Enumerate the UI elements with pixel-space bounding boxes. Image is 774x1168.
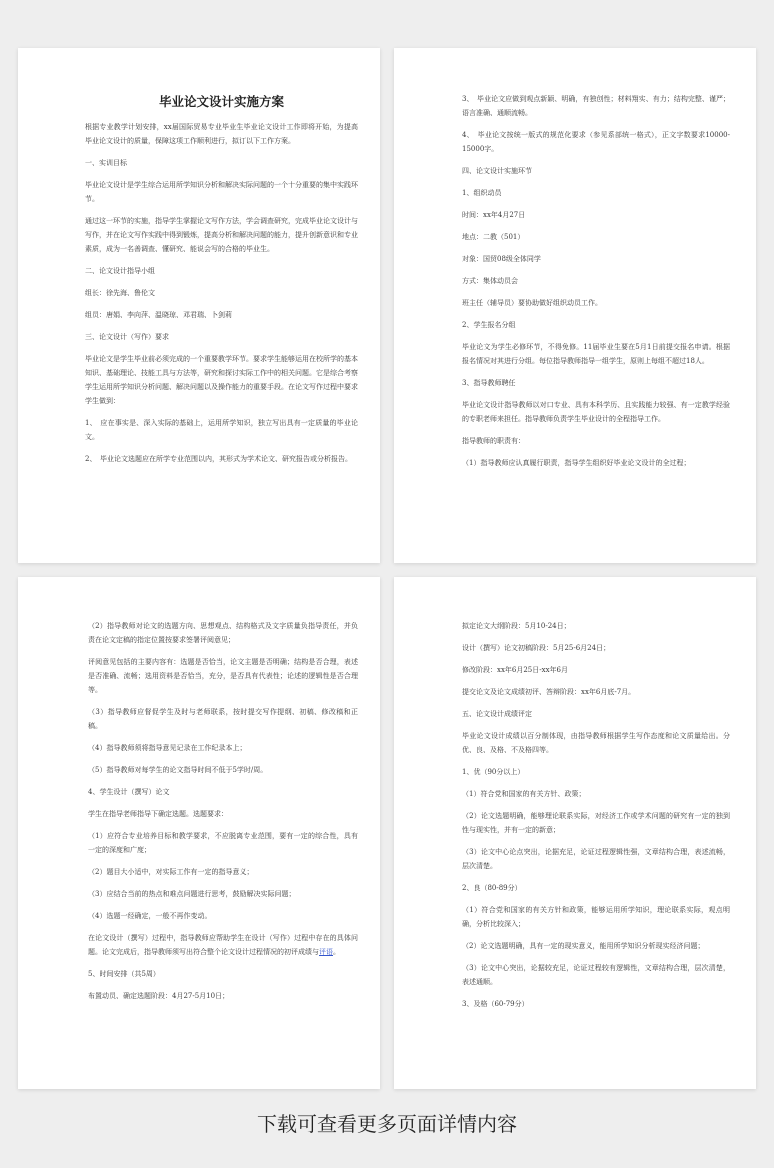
paragraph: （3）指导教师应督促学生及时与老师联系，按时提交写作提纲、初稿、修改稿和正稿。 (88, 708, 358, 730)
paragraph: （4）指导教师须将指导意见记录在工作纪录本上； (88, 744, 247, 752)
paragraph: 1、组织动员 (462, 189, 502, 197)
paragraph: 毕业论文设计成绩以百分制体现，由指导教师根据学生写作态度和论文质量给出。分优、良、及格、不及格四等。 (462, 732, 730, 754)
document-title: 毕业论文设计实施方案 (158, 94, 284, 109)
paragraph: 毕业论文设计指导教师以对口专业、具有本科学历、且实践能力较强、有一定教学经验的专职老师来担任。指导教师负责学生毕业设计的全程指导工作。 (462, 401, 730, 423)
paragraph: 拟定论文大纲阶段：5月10-24日； (462, 622, 571, 630)
paragraph: 时间：xx年4月27日 (462, 211, 526, 219)
paragraph: 指导教师的职责有： (462, 437, 525, 445)
paragraph: 方式：集体动员会 (462, 277, 518, 285)
section-heading: 四、论文设计实施环节 (462, 167, 532, 175)
paragraph: 提交论文及论文成绩初评、答辩阶段：xx年6月底-7月。 (462, 688, 636, 696)
section-heading: 五、论文设计成绩评定 (462, 710, 532, 718)
download-more-caption: 下载可查看更多页面详情内容 (257, 1112, 517, 1136)
paragraph: （1）符合党和国家的有关方针和政策，能够运用所学知识，理论联系实际，观点明确，分析比较深入； (462, 906, 730, 928)
paragraph: （5）指导教师对每学生的论文指导时间不低于5学时/周。 (88, 766, 268, 774)
paragraph-text: 在论文设计（撰写）过程中，指导教师应帮助学生在设计（写作）过程中存在的具体问题。论文完成后，指导教师须写出符合整个论文设计过程情况的初评成绩与 (88, 934, 358, 956)
paragraph: 3、 毕业论文应做到观点新颖、明确，有独创性；材料翔实、有力；结构完整、谨严；语言准确、通顺流畅。 (462, 95, 730, 117)
comment-link[interactable]: 评语 (319, 948, 333, 956)
paragraph: 4、 毕业论文按统一版式的规范化要求（参见系部统一格式），正文字数要求10000-15000字。 (462, 131, 730, 153)
paragraph: 2、 毕业论文选题应在所学专业范围以内，其形式为学术论文、研究报告或分析报告。 (85, 455, 352, 463)
document-page-2 (394, 48, 756, 563)
paragraph: 毕业论文为学生必修环节，不得免修。11届毕业生要在5月1日前提交报名申请。根据报名情况对其进行分组。每位指导教师指导一组学生，原则上每组不超过18人。 (462, 343, 730, 365)
paragraph: 2、良（80-89分） (462, 884, 522, 892)
paragraph: （1）符合党和国家的有关方针、政策； (462, 790, 586, 798)
paragraph: 评阅意见包括的主要内容有：选题是否恰当，论文主题是否明确；结构是否合理，表述是否准确、流畅；选用资料是否恰当，充分，是否具有代表性；论述的逻辑性是否合理等。 (88, 658, 358, 694)
paragraph: 毕业论文是学生毕业前必须完成的一个重要教学环节。要求学生能够运用在校所学的基本知识、基础理论、技能工具与方法等，研究和探讨实际工作中的相关问题。它是综合考察学生运用所学知识分析问题、解决问题以及操作能力的重要手段。在论文写作过程中要求学生做到： (85, 355, 358, 405)
paragraph: 1、优（90分以上） (462, 768, 525, 776)
paragraph: 通过这一环节的实施，指导学生掌握论文写作方法，学会调查研究，完成毕业论文设计与写作，并在论文写作实践中得到锻炼，提高分析和解决问题的能力，提升创新意识和专业素质，成为一名善调查、懂研究、能说会写的合格的毕业生。 (85, 217, 358, 253)
paragraph-end: 。 (333, 948, 340, 956)
paragraph: 根据专业教学计划安排，xx届国际贸易专业毕业生毕业论文设计工作即将开始，为提高毕业论文设计的质量，保障这项工作顺利进行，拟订以下工作方案。 (85, 123, 358, 145)
paragraph: （2）指导教师对论文的选题方向、思想观点、结构格式及文字质量负指导责任，并负责在论文定稿的指定位置按要求签署评阅意见； (88, 622, 358, 644)
paragraph: 3、指导教师聘任 (462, 379, 516, 387)
paragraph: 毕业论文设计是学生综合运用所学知识分析和解决实际问题的一个十分重要的集中实践环节。 (85, 181, 358, 203)
paragraph: （1）指导教师应认真履行职责，指导学生组织好毕业论文设计的全过程； (462, 459, 691, 467)
paragraph: （3）论文中心突出，论据较充足，论证过程较有逻辑性，文章结构合理，层次清楚，表述通顺。 (462, 964, 730, 986)
paragraph: 组员：唐娟、李向萍、温晓琼、邓君瑞、卜剑莉 (85, 311, 232, 319)
section-heading: 二、论文设计指导小组 (85, 267, 155, 275)
paragraph: 3、及格（60-79分） (462, 1000, 529, 1008)
paragraph: 学生在指导老师指导下确定选题。选题要求： (88, 810, 228, 818)
paragraph: 修改阶段：xx年6月25日-xx年6月 (462, 666, 568, 674)
paragraph: （4）选题一经确定，一般不再作变动。 (88, 912, 212, 920)
paragraph: 5、时间安排（共5周） (88, 970, 160, 978)
paragraph: 设计（撰写）论文初稿阶段：5月25-6月24日； (462, 644, 611, 652)
paragraph: 2、学生报名分组 (462, 321, 516, 329)
paragraph: 对象：国贸08级全体同学 (462, 255, 541, 263)
section-heading: 三、论文设计（写作）要求 (85, 333, 169, 341)
paragraph: 地点：二教（501） (462, 233, 525, 241)
section-heading: 一、实训目标 (85, 159, 127, 167)
paragraph: （3）应结合当前的热点和难点问题进行思考，鼓励解决实际问题； (88, 890, 296, 898)
paragraph: 组长：徐先海、鲁伦文 (85, 289, 155, 297)
paragraph-with-link (88, 931, 358, 959)
paragraph: 1、 应在事实是、深入实际的基础上，运用所学知识，独立写出具有一定质量的毕业论文。 (85, 419, 358, 441)
document-page-1 (18, 48, 380, 563)
paragraph: （2）题目大小适中，对实际工作有一定的指导意义； (88, 868, 254, 876)
paragraph: （2）论文选题明确，能够理论联系实际，对经济工作或学术问题的研究有一定的独到性与现实性，并有一定的新意； (462, 812, 730, 834)
document-page-3 (18, 577, 380, 1089)
paragraph: （3）论文中心论点突出，论据充足，论证过程逻辑性强，文章结构合理，表述流畅，层次清楚。 (462, 848, 730, 870)
paragraph: （2）论文选题明确，具有一定的现实意义，能用所学知识分析现实经济问题； (462, 942, 705, 950)
paragraph: 布置动员、确定选题阶段：4月27-5月10日； (88, 992, 230, 1000)
paragraph: 班主任（辅导员）要协助做好组织动员工作。 (462, 299, 602, 307)
paragraph: 4、学生设计（撰写）论文 (88, 788, 170, 796)
document-page-4 (394, 577, 756, 1089)
paragraph: （1）应符合专业培养目标和教学要求，不应脱离专业范围，要有一定的综合性，具有一定的深度和广度； (88, 832, 358, 854)
